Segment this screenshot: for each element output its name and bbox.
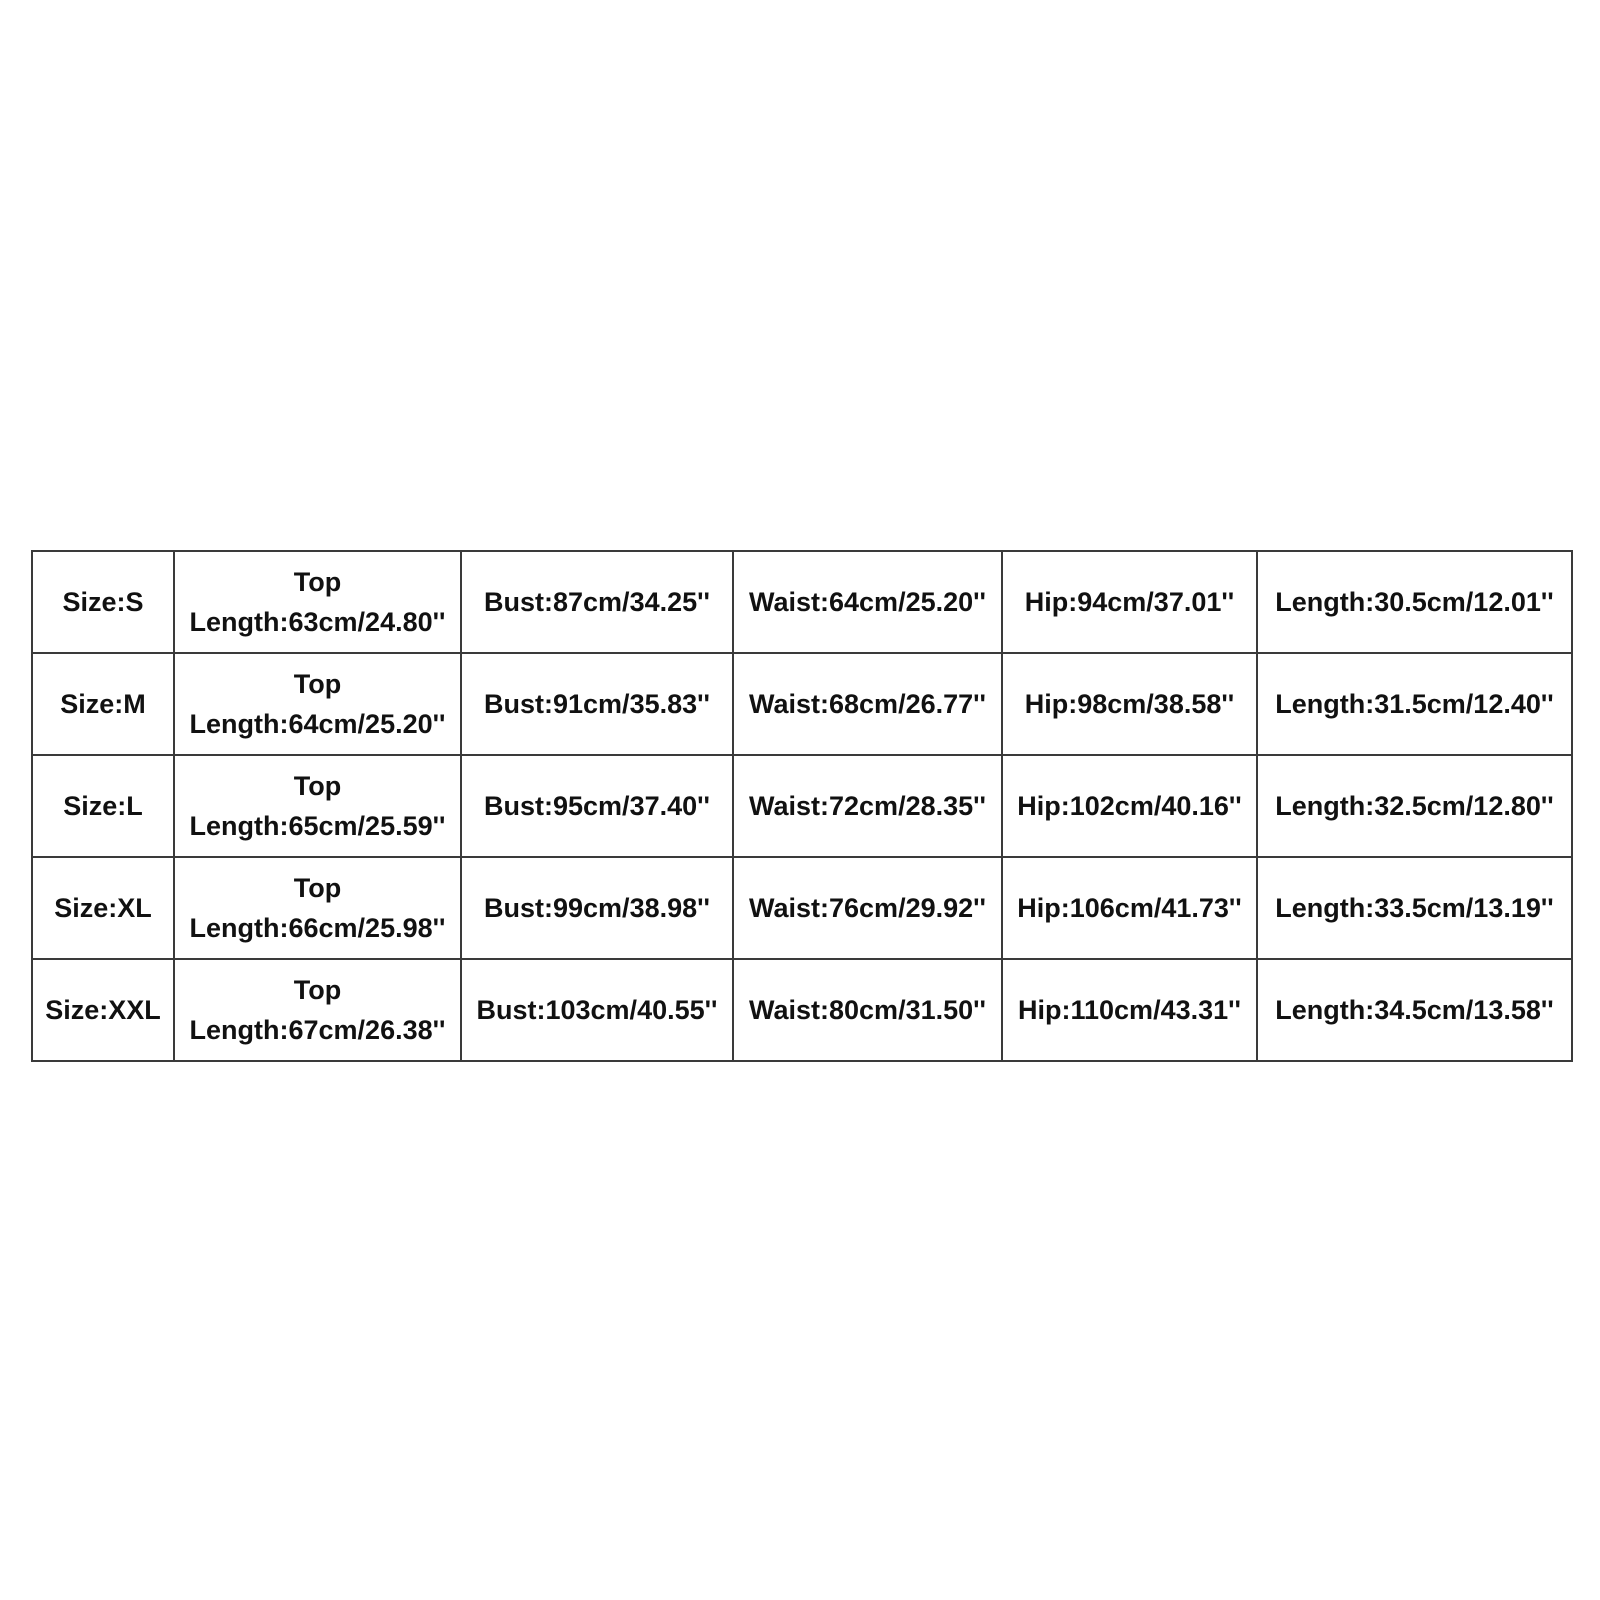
top-label: Top <box>293 669 342 699</box>
top-label: Top <box>293 975 342 1005</box>
table-row-size-s <box>32 551 1572 653</box>
length-cell: Length:32.5cm/12.80'' <box>1257 755 1572 857</box>
bust-cell: Bust:99cm/38.98'' <box>461 857 733 959</box>
top-length-cell <box>174 551 461 653</box>
top-length-value: Length:66cm/25.98'' <box>189 913 446 943</box>
waist-cell: Waist:64cm/25.20'' <box>733 551 1002 653</box>
waist-cell: Waist:80cm/31.50'' <box>733 959 1002 1061</box>
top-length-value: Length:65cm/25.59'' <box>189 811 446 841</box>
waist-cell: Waist:68cm/26.77'' <box>733 653 1002 755</box>
hip-cell: Hip:102cm/40.16'' <box>1002 755 1257 857</box>
length-cell: Length:30.5cm/12.01'' <box>1257 551 1572 653</box>
size-cell: Size:M <box>32 653 174 755</box>
size-chart-table <box>31 550 1573 1062</box>
hip-cell: Hip:98cm/38.58'' <box>1002 653 1257 755</box>
size-cell: Size:S <box>32 551 174 653</box>
size-cell: Size:XL <box>32 857 174 959</box>
top-length-value: Length:63cm/24.80'' <box>189 607 446 637</box>
top-length-cell <box>174 857 461 959</box>
top-length-cell <box>174 959 461 1061</box>
bust-cell: Bust:103cm/40.55'' <box>461 959 733 1061</box>
length-cell: Length:34.5cm/13.58'' <box>1257 959 1572 1061</box>
table-row-size-m <box>32 653 1572 755</box>
top-label: Top <box>293 771 342 801</box>
table-row-size-xxl <box>32 959 1572 1061</box>
length-cell: Length:33.5cm/13.19'' <box>1257 857 1572 959</box>
size-cell: Size:XXL <box>32 959 174 1061</box>
bust-cell: Bust:87cm/34.25'' <box>461 551 733 653</box>
top-label: Top <box>293 567 342 597</box>
top-length-cell <box>174 653 461 755</box>
hip-cell: Hip:94cm/37.01'' <box>1002 551 1257 653</box>
bust-cell: Bust:91cm/35.83'' <box>461 653 733 755</box>
size-cell: Size:L <box>32 755 174 857</box>
table-row-size-l <box>32 755 1572 857</box>
hip-cell: Hip:106cm/41.73'' <box>1002 857 1257 959</box>
bust-cell: Bust:95cm/37.40'' <box>461 755 733 857</box>
top-length-cell <box>174 755 461 857</box>
length-cell: Length:31.5cm/12.40'' <box>1257 653 1572 755</box>
table-row-size-xl <box>32 857 1572 959</box>
top-length-value: Length:67cm/26.38'' <box>189 1015 446 1045</box>
waist-cell: Waist:76cm/29.92'' <box>733 857 1002 959</box>
waist-cell: Waist:72cm/28.35'' <box>733 755 1002 857</box>
top-length-value: Length:64cm/25.20'' <box>189 709 446 739</box>
top-label: Top <box>293 873 342 903</box>
hip-cell: Hip:110cm/43.31'' <box>1002 959 1257 1061</box>
